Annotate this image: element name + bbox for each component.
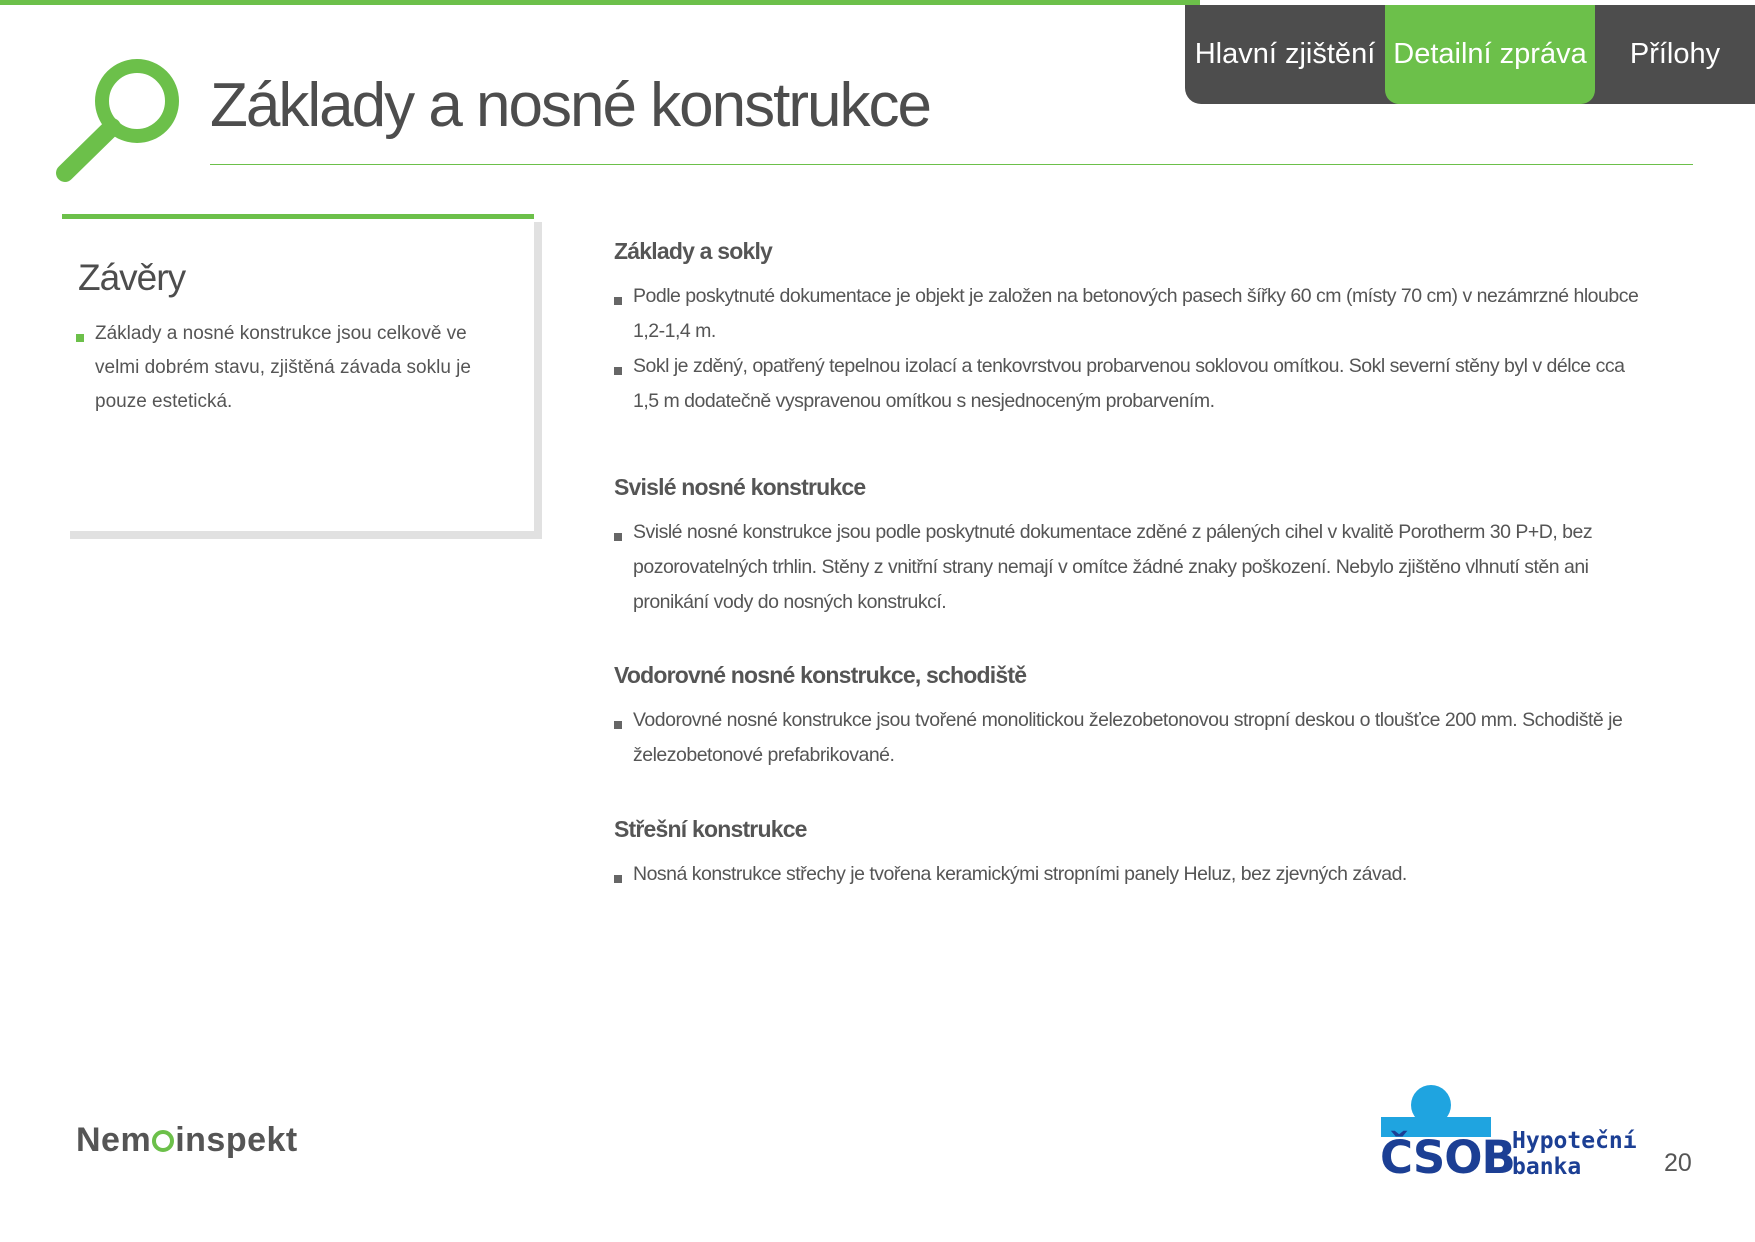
list-item bbox=[614, 703, 1654, 773]
logo-text-start: Nem bbox=[76, 1121, 152, 1159]
list-item bbox=[614, 279, 1654, 349]
title-divider bbox=[210, 164, 1693, 165]
item-text: Nosná konstrukce střechy je tvořena keramickými stropními panely Heluz, bez zjevných závad. bbox=[633, 863, 1407, 885]
bullet-square-icon bbox=[614, 721, 622, 729]
csob-wordmark: ČSOB bbox=[1380, 1131, 1515, 1184]
section-heading: Vodorovné nosné konstrukce, schodiště bbox=[614, 662, 1027, 688]
bullet-square-icon bbox=[76, 334, 84, 342]
tab-detailni-zprava[interactable]: Detailní zpráva bbox=[1385, 5, 1595, 104]
conclusions-list bbox=[76, 317, 516, 419]
bullet-square-icon bbox=[614, 533, 622, 541]
list-item bbox=[614, 857, 1407, 892]
item-text: Vodorovné nosné konstrukce jsou tvořené monolitickou železobetonovou stropní deskou o tloušťce 200 mm. Schodiště je železobetonové prefabrikované. bbox=[633, 709, 1623, 766]
logo-o-icon bbox=[152, 1130, 174, 1152]
section-vodorovne-nosne-konstrukce bbox=[614, 662, 1654, 773]
tab-prilohy[interactable]: Přílohy bbox=[1629, 38, 1721, 70]
top-accent-line bbox=[0, 0, 1200, 5]
list-item bbox=[614, 349, 1654, 419]
list-item bbox=[614, 515, 1654, 620]
list-item bbox=[76, 317, 516, 419]
csob-subtitle-line2: banka bbox=[1512, 1154, 1582, 1180]
item-text: Sokl je zděný, opatřený tepelnou izolací a tenkovrstvou probarvenou soklovou omítkou. Sokl severní stěny byl v délce cca 1,5 m dodatečně vyspravenou omítkou s nesjednoceným probarvením. bbox=[633, 355, 1625, 412]
section-svisle-nosne-konstrukce bbox=[614, 474, 1654, 620]
section-list bbox=[614, 703, 1654, 773]
nemoinspekt-logo bbox=[76, 1121, 298, 1160]
section-list bbox=[614, 279, 1654, 419]
section-heading: Střešní konstrukce bbox=[614, 816, 807, 842]
bullet-square-icon bbox=[614, 297, 622, 305]
bullet-square-icon bbox=[614, 367, 622, 375]
section-list bbox=[614, 515, 1654, 620]
page-number: 20 bbox=[1664, 1149, 1692, 1177]
conclusions-panel bbox=[62, 214, 534, 531]
page-title: Základy a nosné konstrukce bbox=[210, 71, 930, 140]
item-text: Podle poskytnuté dokumentace je objekt je založen na betonových pasech šířky 60 cm (místy 70 cm) v nezámrzné hloubce 1,2-1,4 m. bbox=[633, 285, 1639, 342]
bullet-square-icon bbox=[614, 875, 622, 883]
section-stresni-konstrukce bbox=[614, 816, 1407, 892]
conclusion-text: Základy a nosné konstrukce jsou celkově ve velmi dobrém stavu, zjištěná závada soklu je pouze estetická. bbox=[95, 323, 471, 412]
logo-text-end: inspekt bbox=[175, 1121, 298, 1159]
conclusions-heading: Závěry bbox=[78, 257, 186, 298]
section-list bbox=[614, 857, 1407, 892]
section-heading: Základy a sokly bbox=[614, 238, 773, 264]
csob-hypotecni-banka-logo bbox=[1368, 1065, 1637, 1184]
magnifier-icon bbox=[55, 55, 190, 185]
section-heading: Svislé nosné konstrukce bbox=[614, 474, 866, 500]
section-zaklady-a-sokly bbox=[614, 238, 1654, 419]
top-navigation bbox=[1185, 5, 1755, 104]
csob-subtitle bbox=[1512, 1128, 1637, 1180]
csob-subtitle-line1: Hypoteční bbox=[1512, 1128, 1637, 1154]
item-text: Svislé nosné konstrukce jsou podle poskytnuté dokumentace zděné z pálených cihel v kvalitě Porotherm 30 P+D, bez pozorovatelných trhlin. Stěny z vnitřní strany nemají v omítce žádné znaky poškození. Nebylo zjištěno vlhnutí stěn ani pronikání vody do nosných konstrukcí. bbox=[633, 521, 1593, 613]
tab-hlavni-zjisteni[interactable]: Hlavní zjištění bbox=[1194, 38, 1376, 70]
